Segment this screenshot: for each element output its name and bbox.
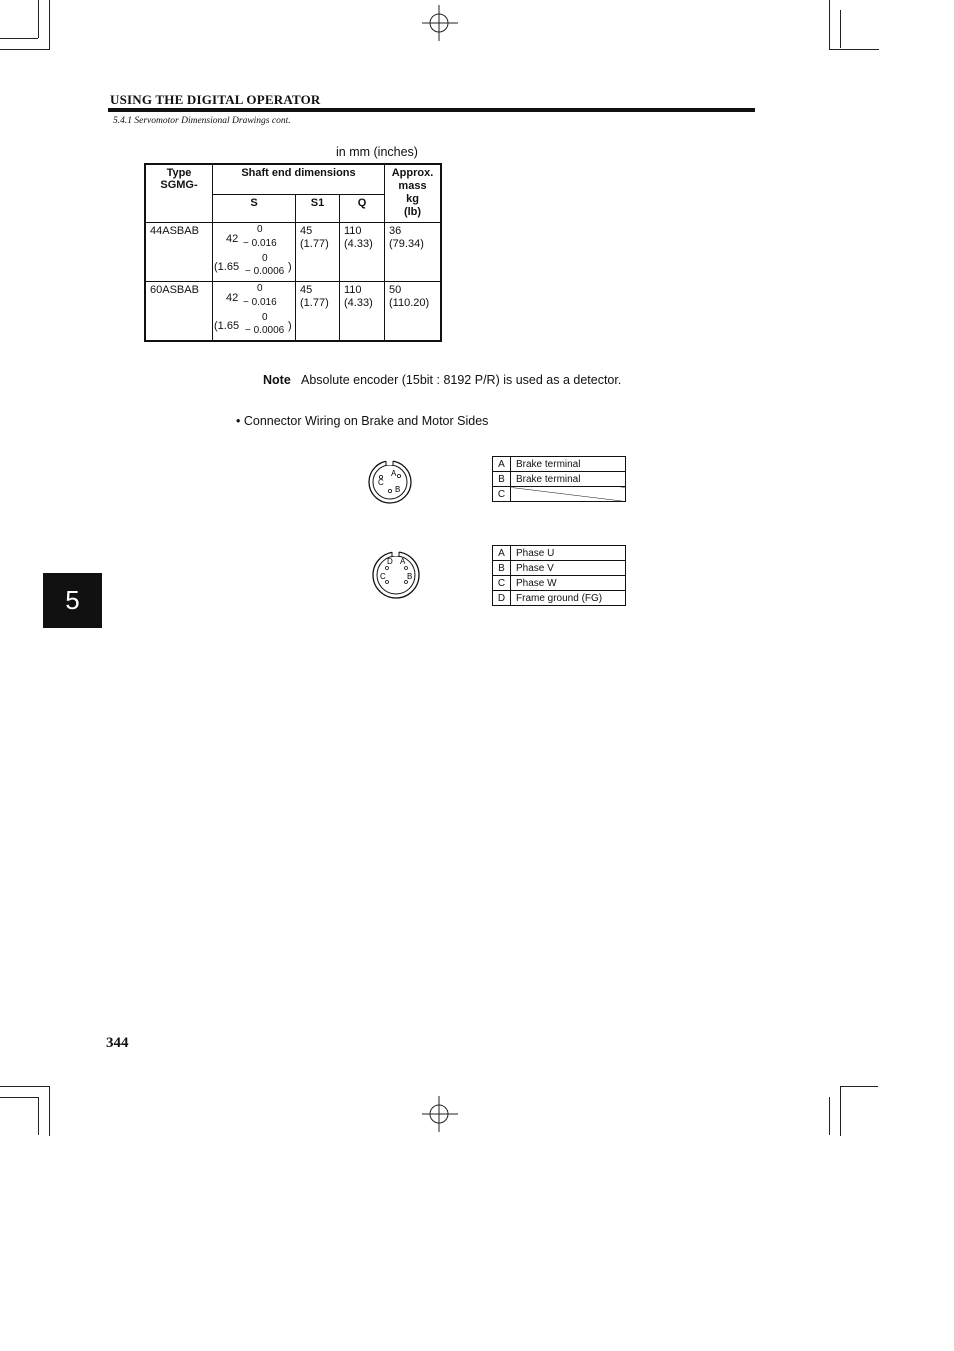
pin-label: A — [400, 557, 406, 566]
note-text: Absolute encoder (15bit : 8192 P/R) is used as a detector. — [301, 373, 622, 387]
pin-label: D — [387, 557, 393, 566]
s-tolerance: 42 0 − 0.016 (1.65 0 − 0.0006 ) — [214, 283, 292, 336]
mass-value: 36 — [389, 225, 402, 237]
table-row: D Frame ground (FG) — [493, 591, 626, 606]
pin-label: C — [380, 572, 386, 581]
shaft-dimensions-table — [144, 163, 442, 342]
header-s1: S1 — [296, 195, 340, 223]
header-mass: Approx. mass kg (lb) — [385, 164, 442, 223]
s-tolerance: 42 0 − 0.016 (1.65 0 − 0.0006 ) — [214, 224, 292, 277]
registration-mark-top — [420, 5, 460, 41]
pin-label: B — [395, 485, 401, 494]
header-q: Q — [340, 195, 385, 223]
q-value: 110 — [344, 284, 362, 296]
header-shaft-end: Shaft end dimensions — [213, 164, 385, 195]
s1-value: 45 — [300, 225, 313, 237]
type-cell: 44ASBAB — [150, 225, 199, 237]
chapter-tab: 5 — [43, 573, 102, 628]
mass-value: 50 — [389, 284, 402, 296]
header-rule — [108, 108, 755, 112]
registration-mark-bottom — [420, 1096, 460, 1132]
pin-label: C — [378, 478, 384, 487]
connector-wiring-heading: • Connector Wiring on Brake and Motor Sides — [236, 414, 489, 428]
section-header-title: USING THE DIGITAL OPERATOR — [110, 92, 321, 107]
s1-value: 45 — [300, 284, 313, 296]
header-s: S — [213, 195, 296, 223]
table-row: A Brake terminal — [493, 457, 626, 472]
table-row: B Phase V — [493, 561, 626, 576]
page-number: 344 — [106, 1035, 129, 1051]
brake-connector-diagram — [366, 458, 414, 506]
brake-connector-table — [492, 456, 626, 502]
motor-connector-table — [492, 545, 626, 606]
units-note: in mm (inches) — [336, 145, 418, 159]
pin-label: A — [391, 469, 397, 478]
type-cell: 60ASBAB — [150, 284, 199, 296]
table-row: C Phase W — [493, 576, 626, 591]
table-row: A Phase U — [493, 546, 626, 561]
q-value: 110 — [344, 225, 362, 237]
breadcrumb: 5.4.1 Servomotor Dimensional Drawings cont. — [113, 116, 291, 126]
note-label: Note — [263, 373, 291, 387]
pin-label: B — [407, 572, 413, 581]
table-row: 44ASBAB 42 0 − 0.016 (1.65 0 − 0.0006 ) 45 (1.77) 110 (4.33) 36 (79.34) — [145, 223, 441, 282]
table-row: C — [493, 487, 626, 502]
motor-connector-diagram — [370, 549, 422, 601]
table-row: 60ASBAB 42 0 − 0.016 (1.65 0 − 0.0006 ) 45 (1.77) 110 (4.33) 50 (110.20) — [145, 282, 441, 342]
table-row: B Brake terminal — [493, 472, 626, 487]
header-type: Type SGMG- — [145, 164, 213, 223]
